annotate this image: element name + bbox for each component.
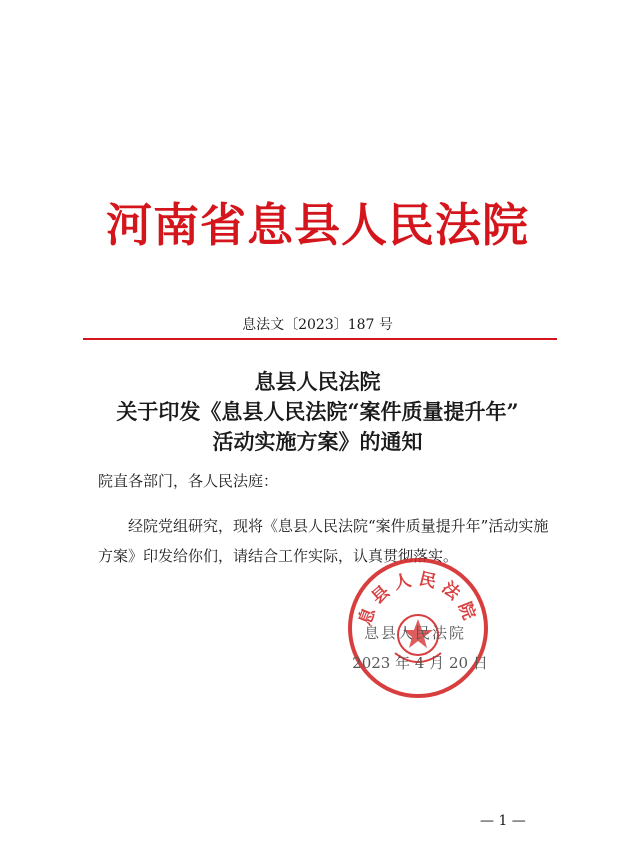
document-number: 息法文〔2023〕187 号 (242, 317, 393, 333)
body-paragraph: 经院党组研究，现将《息县人民法院“案件质量提升年”活动实施方案》印发给你们，请结合工作实际，认真贯彻落实。 (98, 517, 549, 565)
notice-title-line-3: 活动实施方案》的通知 (212, 429, 423, 454)
page-number: — 1 — (480, 813, 526, 829)
notice-title-line-2: 关于印发《息县人民法院“案件质量提升年” (116, 399, 519, 424)
seal-text: 息县人民法院 (355, 569, 481, 629)
salutation: 院直各部门，各人民法庭： (98, 472, 279, 490)
notice-title-line-1: 息县人民法院 (254, 369, 381, 394)
notice-title (0, 367, 635, 457)
header-title: 河南省息县人民法院 (106, 198, 529, 252)
red-divider (83, 338, 557, 340)
signer-organization: 息县人民法院 (363, 624, 466, 642)
signature-date: 2023 年 4 月 20 日 (352, 654, 488, 672)
